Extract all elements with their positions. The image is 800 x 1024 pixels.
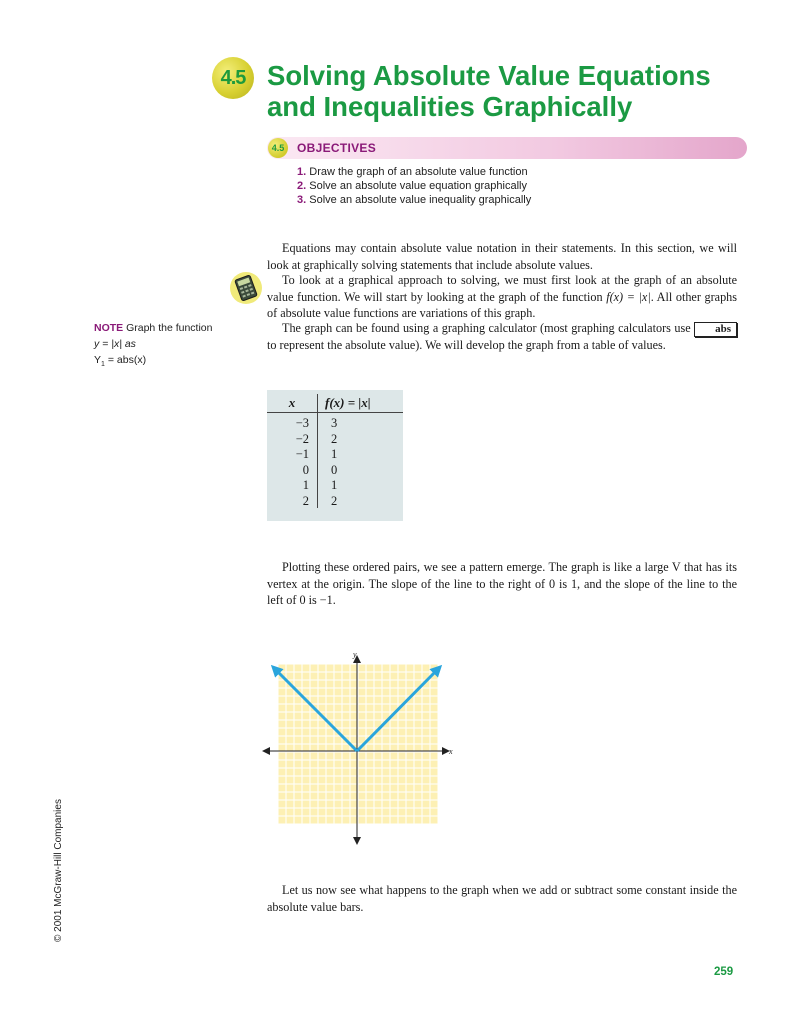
- values-table: [267, 390, 403, 521]
- objectives-list: [297, 165, 531, 207]
- table-row: 2 2: [302, 493, 338, 508]
- note-calculator-entry: $Y_1 = abs(x)$: [94, 354, 147, 369]
- table-body: [267, 416, 403, 509]
- page-title: [267, 60, 711, 122]
- table-row: −3 3: [295, 416, 338, 430]
- calculator-icon: [229, 271, 263, 305]
- absolute-value-graph: [260, 645, 460, 855]
- x-axis-label: x: [449, 747, 453, 756]
- table-header-x: x: [288, 395, 296, 410]
- paragraph-calculator: The graph can be found using a graphing calculator (most graphing calculators use abs to represent the absolute value). We will develop the graph from a table of values.: [267, 320, 737, 354]
- table-row: −1 1: [295, 447, 338, 461]
- table-row: −2 2: [295, 431, 338, 446]
- table-header-rule: [267, 412, 403, 413]
- paragraph-intro: Equations may contain absolute value notation in their statements. In this section, we will look at graphically solving statements that include absolute values.: [267, 241, 737, 272]
- objective-item: 3. Solve an absolute value inequality graphically: [297, 194, 532, 206]
- note-label: NOTE: [94, 322, 124, 334]
- page-number: 259: [714, 966, 734, 978]
- objectives-label: OBJECTIVES: [297, 141, 377, 155]
- objectives-badge: 4.5: [268, 138, 288, 158]
- paragraph-constant: Let us now see what happens to the graph when we add or subtract some constant inside the absolute value bars.: [267, 883, 737, 914]
- table-header-fx: f(x) = |x|: [325, 395, 371, 410]
- y-axis-label: y: [353, 650, 357, 659]
- title-line-2: and Inequalities Graphically: [267, 91, 633, 122]
- paragraph-function: To look at a graphical approach to solving, we must first look at the graph of an absolute value function. We will start by looking at the graph of the function f(x) = |x|. All other graphs of absolute value functions are variations of this graph.: [267, 273, 738, 320]
- abs-key: abs: [694, 322, 737, 337]
- paragraph-pattern: Plotting these ordered pairs, we see a pattern emerge. The graph is like a large V that has its vertex at the origin. The slope of the line to the right of 0 is 1, and the slope of the line to the left of 0 is −1.: [267, 560, 737, 607]
- note-sidebar: NOTE Graph the function y = |x| as $Y_1 = abs(x)$: [94, 320, 254, 373]
- note-equation: y = |x| as: [94, 338, 136, 350]
- title-line-1: Solving Absolute Value Equations: [267, 60, 711, 91]
- graph-gridlines: [278, 664, 438, 824]
- fx-expression: f(x) = |x|: [606, 289, 651, 304]
- section-badge: 4.5: [212, 57, 254, 99]
- objective-item: 1. Draw the graph of an absolute value function: [297, 166, 528, 178]
- table-row: 0 0: [302, 462, 338, 477]
- objective-item: 2. Solve an absolute value equation graphically: [297, 180, 527, 192]
- copyright: © 2001 McGraw-Hill Companies: [53, 799, 64, 942]
- table-row: 1 1: [302, 478, 338, 492]
- graph-svg: [260, 645, 460, 855]
